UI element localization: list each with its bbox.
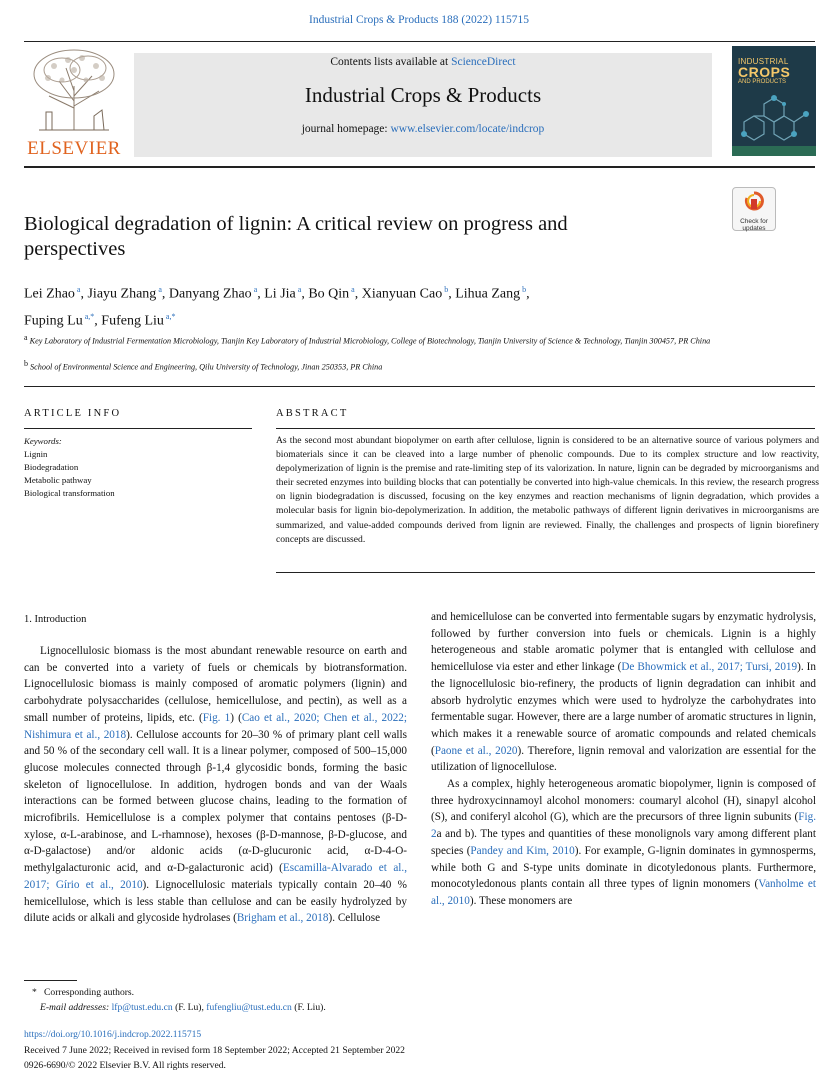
author-affiliation-mark[interactable]: a (251, 285, 258, 294)
footnote-rule (24, 980, 77, 981)
author-affiliation-mark[interactable]: a (74, 285, 81, 294)
doi-link[interactable]: https://doi.org/10.1016/j.indcrop.2022.115715 (24, 1029, 202, 1040)
paragraph-text: a and b). The types and quantities of these monolignols vary among different plant species ( (431, 828, 816, 857)
check-updates-label-1: Check for (740, 218, 768, 225)
corresponding-footnote (24, 985, 624, 1015)
author-separator: , (301, 286, 309, 302)
keywords-block (24, 435, 252, 500)
paragraph-text: As a complex, highly heterogeneous aromatic biopolymer, lignin is composed of three hydroxycinnamoyl alcohol monomers: coumaryl alcohol (H), sinapyl alcohol (S), and coniferyl alcohol (G), which are the precursors of three lignin subunits ( (431, 778, 816, 824)
affiliation-a-mark: a (24, 333, 28, 342)
sciencedirect-link[interactable]: ScienceDirect (451, 56, 516, 68)
email-owner-lu: (F. Lu), (172, 1002, 207, 1013)
paragraph-text: ). Cellulose accounts for 20–30 % of primary plant cell walls and 50 % of the secondary cell wall. It is a linear polymer, composed of 500–15,000 glucose molecules connected through β-1,4 glycosidic bonds, forming the basic skeleton of lignocellulose. In addition, hydrogen bonds and van der Waals interactions can be formed between glucose chains, leading to the formation of microfibrils. Hemicellulose is a complex polymer that contains pentoses (β-D-xylose, α-L-arabinose, and L-rhamnose), hexoses (β-D-mannose, β-D-glucose, and α-D-galactose) and/or aldonic acids (α-D-glucuronic acid, α-D-4-O-methylgalacturonic acid, and α-D-galacturonic acid) ( (24, 728, 407, 875)
author-affiliation-mark[interactable]: a (349, 285, 355, 294)
journal-citation[interactable]: Industrial Crops & Products 188 (2022) 115715 (309, 14, 529, 26)
check-for-updates-button[interactable] (732, 187, 776, 231)
journal-cover[interactable] (732, 46, 816, 156)
body-column-right (431, 609, 816, 910)
keyword[interactable]: Metabolic pathway (24, 475, 92, 485)
affiliation-rule (24, 386, 815, 387)
journal-masthead (134, 53, 712, 157)
citation-link[interactable]: Vanholme et al., 2010 (431, 878, 816, 907)
author-name[interactable]: Danyang Zhao (168, 286, 252, 302)
author-affiliation-mark[interactable]: a,* (82, 311, 95, 321)
paragraph-text: ). For example, G-lignin dominates in gymnosperms, while both G and S-type units dominate in dicotyledonous plants. Furthermore, monocotyledonous plants contain all three types of lignin monomers ( (431, 844, 816, 891)
email-link-liu[interactable]: fufengliu@tust.edu.cn (206, 1002, 292, 1013)
paragraph-text: ). Therefore, lignin removal and valorization are essential for the utilization of lignocellulose. (431, 744, 816, 774)
keywords-label: Keywords: (24, 436, 62, 446)
citation-link[interactable]: Paone et al., 2020 (434, 744, 518, 757)
author-name[interactable]: Fufeng Liu (101, 313, 164, 329)
keyword[interactable]: Biological transformation (24, 488, 115, 498)
section-heading-introduction: 1. Introduction (24, 614, 87, 625)
check-updates-label-2: updates (742, 225, 766, 232)
paragraph-text: ). These monomers are (469, 894, 573, 907)
corresponding-mark: * (32, 987, 37, 998)
paragraph-text: and hemicellulose can be converted into fermentable sugars by enzymatic hydrolysis, followed by further conversion into fuels or chemicals. Lignin is a highly heterogeneous and stable aromatic polymer that is entangled with cellulose and hemicellulose via ester and ether linkage ( (431, 611, 816, 674)
keyword[interactable]: Biodegradation (24, 462, 79, 472)
paragraph-text: ). In the lignocellulosic bio-refinery, the products of lignin degradation can inhibit and absorb hydrolytic enzymes which were used to hydrolyze the carbohydrates into fermentable sugar. However, there are a large number of aromatic structures in lignin, which makes it a renewable source of aromatic compounds and related chemicals ( (431, 661, 817, 757)
author-name[interactable]: Lei Zhao (24, 286, 75, 302)
author-name[interactable]: Bo Qin (308, 286, 350, 302)
article-title: Biological degradation of lignin: A critical review on progress and perspectives (24, 213, 568, 260)
body-column-left (24, 643, 407, 927)
body-paragraph (24, 643, 407, 927)
author-separator: , (257, 286, 265, 302)
author-separator: , (448, 286, 456, 302)
affiliation-a-text: Key Laboratory of Industrial Fermentation Microbiology, Tianjin Key Laboratory of Industrial Microbiology, College of Biotechnology, Tianjin University of Science & Technology, Tianjin 300457, PR China (29, 336, 711, 346)
author-separator: , (354, 286, 362, 302)
corresponding-line (24, 985, 624, 1000)
paragraph-text: ). Lignocellulosic materials typically contain 20–40 % hemicellulose, which is less stable than cellulose and can be easily hydrolyzed by dilute acids or alkali and glycoside hydrolases ( (24, 878, 408, 925)
author-name[interactable]: Xianyuan Cao (361, 286, 443, 302)
header-rule (24, 41, 815, 42)
author-affiliation-mark[interactable]: b (442, 285, 449, 294)
email-line (24, 1000, 624, 1015)
author-name[interactable]: Fuping Lu (24, 313, 83, 329)
abstract-rule (276, 428, 815, 429)
paragraph-text: ). Cellulose (328, 912, 381, 925)
elsevier-wordmark: ELSEVIER (27, 138, 121, 159)
email-label: E-mail addresses: (40, 1002, 110, 1013)
abstract-bottom-rule (276, 572, 815, 573)
author-separator: , (80, 286, 88, 302)
author-name[interactable]: Jiayu Zhang (87, 286, 157, 302)
affiliation-b-mark: b (24, 359, 28, 368)
author-list (24, 279, 724, 332)
homepage-line (134, 123, 712, 135)
cover-line-2: CROPS (738, 64, 791, 80)
author-affiliation-mark[interactable]: b (520, 285, 527, 294)
abstract-heading: ABSTRACT (276, 408, 349, 419)
abstract-text: As the second most abundant biopolymer on earth after cellulose, lignin is considered to be an alternative source of various polymers and biomaterials since it can be cleaved into a large number of phenolic compounds. Due to its complex structure and low reactivity, depolymerization of lignin is the premise and rate-limiting step of its valorization. In nature, lignin can be degraded by microorganisms and their secreted enzymes into building blocks that can potentially be converted into high-value chemicals. In this review, the research progress on lignin biodegradation is discussed, focusing on the key enzymes and reaction mechanisms of lignin degradation, which provides a molecular basis for lignin bio-depolymerization. In addition, the metabolic pathways of different lignin derivatives in microorganisms are summarized, and value-added compounds derived from lignin are reviewed. Finally, the challenges and prospects of lignin biorefinery concepts are discussed. (276, 435, 819, 545)
citation-link[interactable]: Fig. 1 (202, 711, 231, 724)
cover-molecule-graphic (732, 46, 816, 156)
homepage-prefix: journal homepage: (301, 123, 391, 135)
paragraph-text: ) ( (230, 711, 242, 724)
cover-line-3: AND PRODUCTS (738, 79, 787, 85)
citation-link[interactable]: Fig. 2 (431, 811, 816, 841)
cover-line-1: INDUSTRIAL (738, 57, 789, 66)
contents-line (134, 56, 712, 68)
citation-link[interactable]: De Bhowmick et al., 2017; Tursi, 2019 (621, 661, 798, 674)
paragraph-text: Lignocellulosic biomass is the most abundant renewable resource on earth and can be converted into a variety of fuels or chemicals by biotransformation. Lignocellulosic biomass is mainly composed of aromatic polymers (lignin) and carbohydrate polysaccharides (cellulose, hemicellulose, and pectin), as well as a small number of proteins, lipids, etc. ( (24, 645, 407, 724)
email-link-lu[interactable]: lfp@tust.edu.cn (111, 1002, 173, 1013)
masthead-rule (24, 166, 815, 168)
keyword[interactable]: Lignin (24, 449, 48, 459)
author-affiliation-mark[interactable]: a,* (163, 311, 176, 321)
citation-link[interactable]: Escamilla-Alvarado et al., 2017; Gírio et al., 2010 (24, 862, 407, 891)
author-affiliation-mark[interactable]: a (295, 285, 302, 294)
author-separator: , (526, 286, 530, 302)
citation-link[interactable]: Cao et al., 2020; Chen et al., 2022; Nishimura et al., 2018 (24, 711, 408, 741)
article-info-heading: ARTICLE INFO (24, 408, 122, 419)
elsevier-logo[interactable] (24, 46, 124, 158)
article-info-rule (24, 428, 252, 429)
author-affiliation-mark[interactable]: a (156, 285, 162, 294)
affiliation-a (24, 332, 754, 348)
publication-info (24, 1027, 624, 1074)
body-paragraph (431, 609, 816, 776)
author-separator: , (161, 286, 169, 302)
email-owner-liu: (F. Liu). (291, 1002, 326, 1013)
citation-link[interactable]: Pandey and Kim, 2010 (470, 844, 575, 857)
corresponding-text: Corresponding authors. (44, 987, 135, 998)
elsevier-tree-icon (24, 46, 124, 132)
journal-homepage-link[interactable]: www.elsevier.com/locate/indcrop (390, 123, 545, 135)
author-separator: , (94, 313, 102, 329)
affiliation-b-text: School of Environmental Science and Engineering, Qilu University of Technology, Jinan 250353, PR China (30, 362, 383, 372)
check-updates-icon (744, 191, 764, 213)
contents-prefix: Contents lists available at (330, 56, 452, 68)
citation-link[interactable]: Brigham et al., 2018 (236, 912, 329, 925)
affiliation-b (24, 358, 754, 374)
journal-title: Industrial Crops & Products (304, 83, 542, 107)
author-name[interactable]: Li Jia (264, 286, 296, 302)
author-name[interactable]: Lihua Zang (455, 286, 521, 302)
copyright-notice: 0926-6690/© 2022 Elsevier B.V. All rights reserved. (24, 1060, 226, 1071)
received-dates: Received 7 June 2022; Received in revised form 18 September 2022; Accepted 21 September 2022 (24, 1044, 405, 1056)
body-paragraph (431, 776, 816, 910)
